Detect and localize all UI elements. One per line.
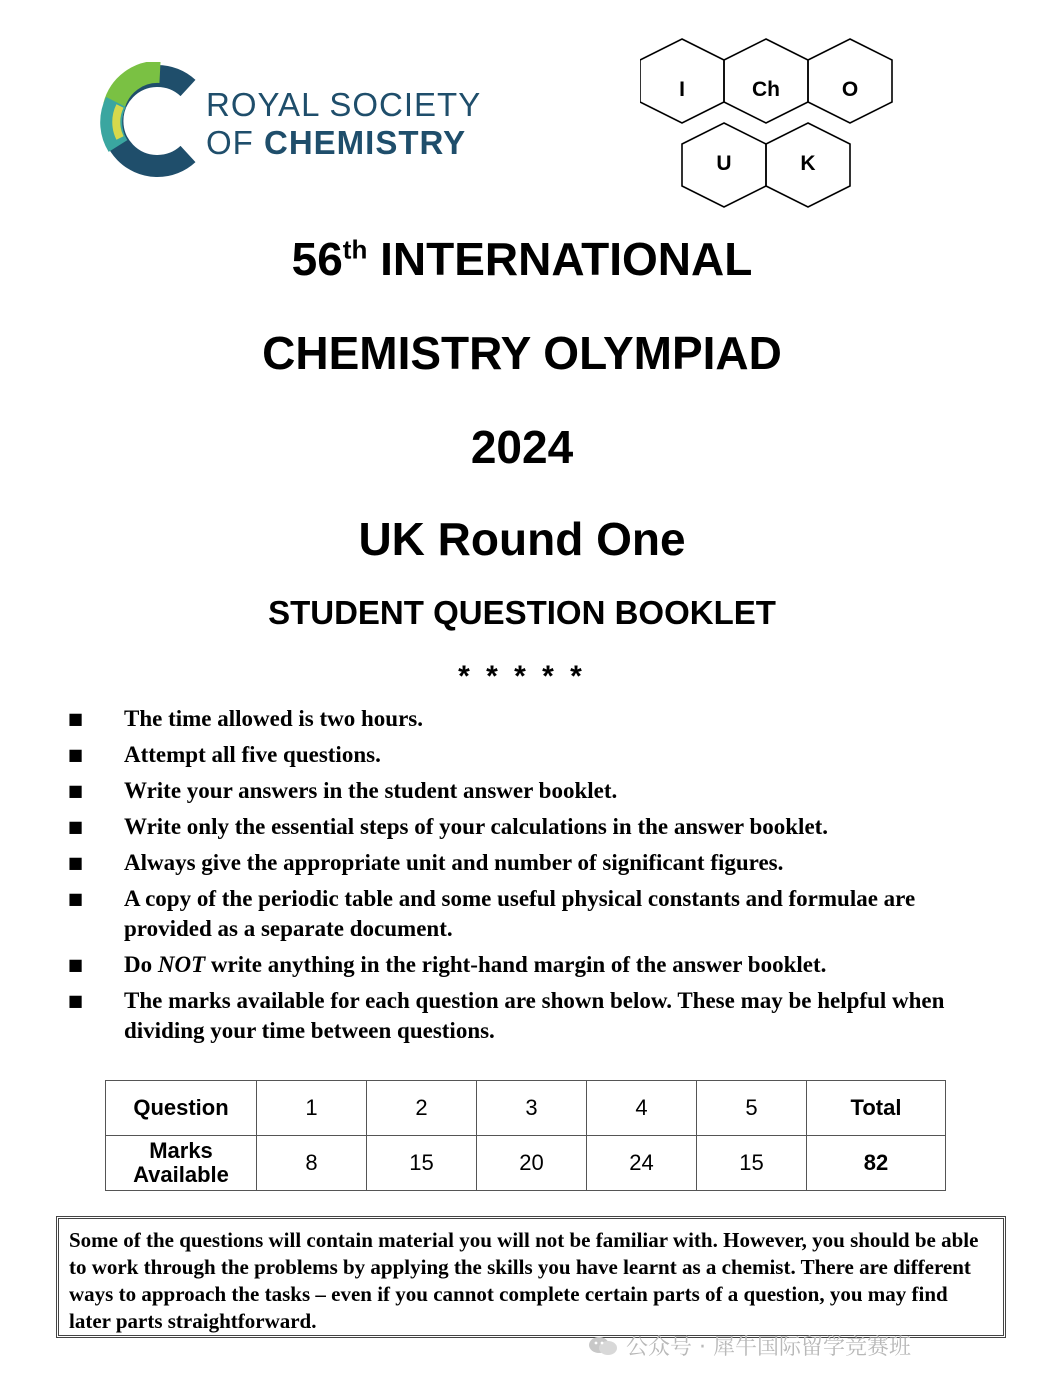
list-item [68,812,988,842]
wechat-icon [588,1335,618,1357]
question-number: 4 [587,1081,697,1136]
title-number: 56 [291,233,343,285]
marks-available-header [106,1136,257,1191]
rsc-line1: ROYAL SOCIETY [206,86,482,123]
marks-value: 15 [697,1136,807,1191]
bullet-square-icon: ■ [68,709,84,728]
bullet-square-icon: ■ [68,955,84,974]
watermark [588,1330,911,1361]
title-year: 2024 [470,421,574,473]
instruction-text [124,950,988,980]
rsc-line2 [206,124,481,162]
bullet-square-icon: ■ [68,853,84,872]
hex-label-o: O [841,78,859,101]
marks-value: 8 [257,1136,367,1191]
title-line1 [0,232,1044,286]
title-round: UK Round One [358,513,686,565]
bullet-square-icon: ■ [68,817,84,836]
bullet-square-icon: ■ [68,991,84,1010]
table-row [106,1081,946,1136]
marks-value: 15 [367,1136,477,1191]
title-booklet: STUDENT QUESTION BOOKLET [268,594,776,631]
total-header: Total [807,1081,946,1136]
hex-label-i: I [679,78,685,101]
total-value: 82 [807,1136,946,1191]
rsc-line2-bold: CHEMISTRY [264,124,467,161]
marks-table [105,1080,946,1191]
list-item [68,776,988,806]
list-item [68,884,988,944]
watermark-text: 公众号 · 犀牛国际留学竞赛班 [626,1335,911,1360]
title-line1-text: INTERNATIONAL [367,233,753,285]
instruction-text: Attempt all five questions. [124,742,381,767]
marks-label-line1: Marks [149,1138,213,1163]
list-item [68,704,988,734]
list-item [68,740,988,770]
question-number: 2 [367,1081,477,1136]
hex-label-u: U [716,152,732,175]
instruction-text: A copy of the periodic table and some useful physical constants and formulae are provided as a separate document. [124,886,916,941]
instructions-list [68,704,988,1052]
instruction-text: Write your answers in the student answer booklet. [124,778,618,803]
bullet-square-icon: ■ [68,781,84,800]
stars-divider: * * * * * [458,660,586,693]
instruction-text: The marks available for each question are shown below. These may be helpful when dividing your time between questions. [124,988,945,1043]
marks-value: 20 [477,1136,587,1191]
question-number: 1 [257,1081,367,1136]
rsc-wordmark [206,86,481,162]
marks-label-line2: Available [133,1162,229,1187]
bullet-square-icon: ■ [68,745,84,764]
rsc-logo [96,62,516,180]
marks-value: 24 [587,1136,697,1191]
instruction-text: The time allowed is two hours. [124,706,423,731]
list-item [68,950,988,980]
bullet-square-icon: ■ [68,889,84,908]
instruction-post: write anything in the right-hand margin of the answer booklet. [205,952,827,977]
rsc-c-mark-icon [96,62,206,180]
instruction-pre: Do [124,952,158,977]
instruction-text: Write only the essential steps of your calculations in the answer booklet. [124,814,829,839]
table-row [106,1136,946,1191]
instruction-emphasis: NOT [157,952,206,977]
instruction-text: Always give the appropriate unit and number of significant figures. [124,850,784,875]
list-item [68,848,988,878]
question-number: 5 [697,1081,807,1136]
question-header: Question [106,1081,257,1136]
note-box: Some of the questions will contain material you will not be familiar with. However, you should be able to work through the problems by applying the skills you have learnt as a chemist. There are different ways to approach the tasks – even if you cannot complete certain parts of a question, you may find later parts straightforward. [56,1216,1006,1338]
list-item [68,986,988,1046]
icho-hexagon-logo [640,36,900,211]
title-suffix: th [342,234,368,265]
hex-label-ch: Ch [752,78,780,101]
question-number: 3 [477,1081,587,1136]
title-line2: CHEMISTRY OLYMPIAD [262,327,782,379]
hex-label-k: K [800,152,816,175]
rsc-line2-prefix: OF [206,124,264,161]
